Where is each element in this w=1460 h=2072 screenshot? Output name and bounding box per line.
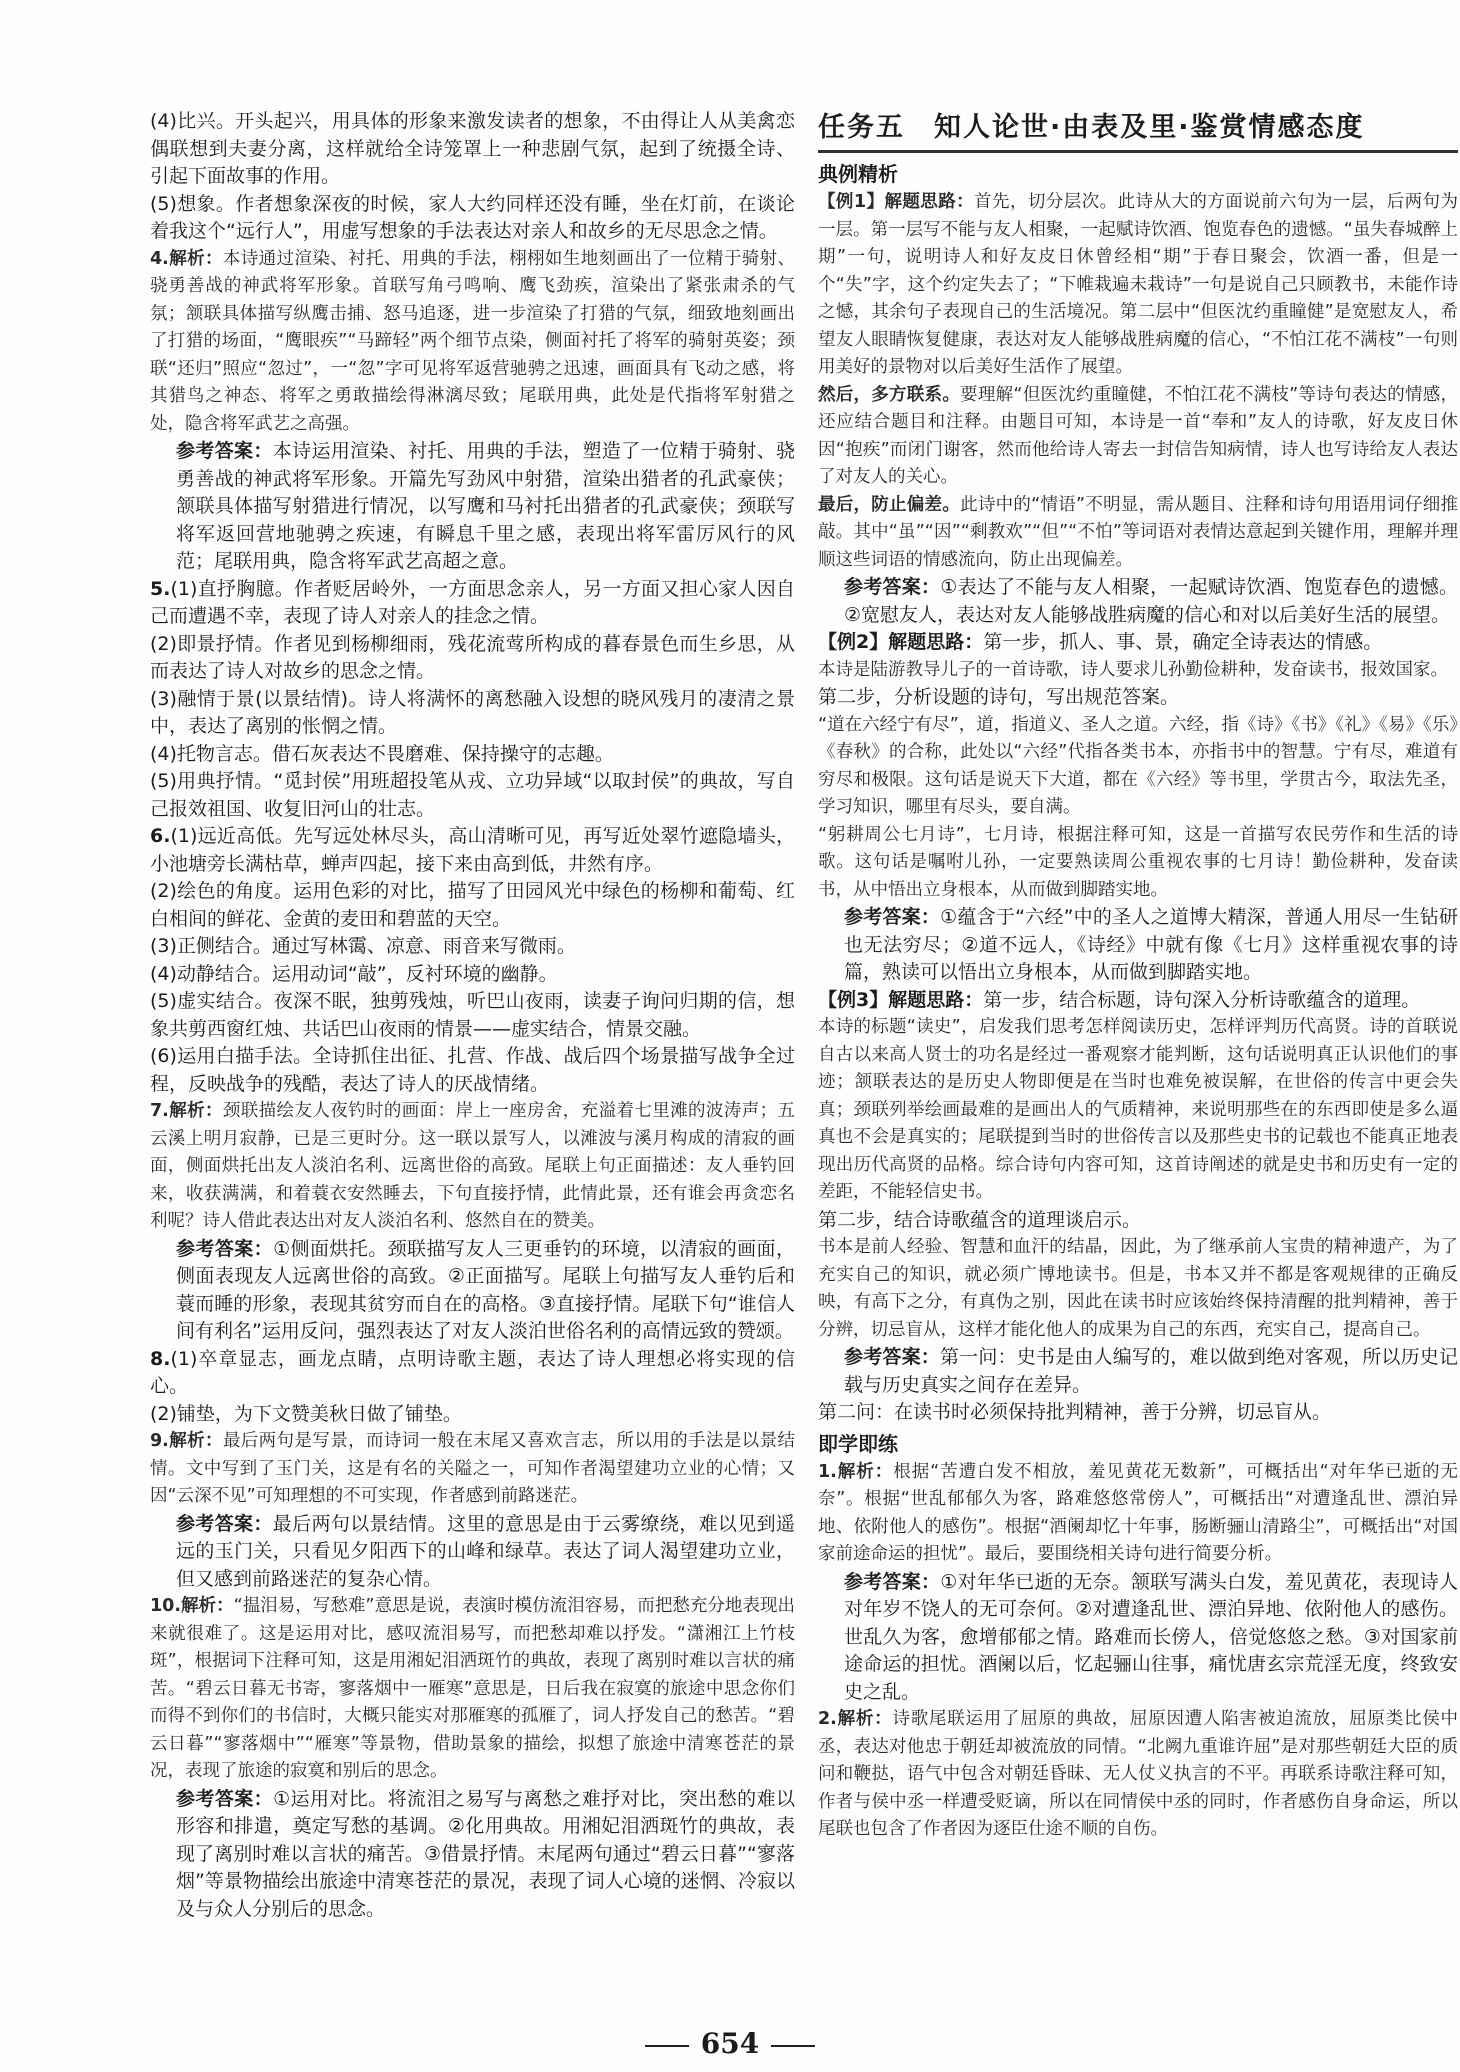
paragraph [150,576,795,631]
paragraph-text: 第一步，结合标题，诗句深入分析诗歌蕴含的道理。 [983,988,1421,1011]
paragraph-text: ①表达了不能与友人相聚，一起赋诗饮酒、饱览春色的遗憾。②宽慰友人，表达对友人能够战胜病魔的信心和对以后美好生活的展望。 [844,576,1458,626]
paragraph [818,1014,1458,1207]
paragraph [150,988,795,1043]
paragraph [150,438,795,576]
label: 参考答案： [176,1237,274,1260]
paragraph-text: (4)比兴。开头起兴，用具体的形象来激发读者的想象，不由得让人从美禽恋偶联想到夫妻分离，这样就给全诗笼罩上一种悲剧气氛，起到了统摄全诗、引起下面故事的作用。 [150,110,795,187]
section-heading-examples: 典例精析 [818,162,898,186]
footer-dash-left [645,2045,689,2047]
label: 解析： [168,248,223,269]
paragraph-text: 第二问：在读书时必须保持批判精神，善于分辨，切忌盲从。 [818,1401,1332,1423]
label: 参考答案： [844,1570,941,1593]
label: 然后，多方联系。 [818,384,961,405]
paragraph-text: 书本是前人经验、智慧和血汗的结晶，因此，为了继承前人宝贵的精神遗产，为了充实自己的知识，就必须广博地读书。但是，书本又并不都是客观规律的正确反映，有高下之分，有真伪之别，因此在读书时应该始终保持清醒的批判精神，善于分辨，切忌盲从，这样才能化他人的成果为自己的东西，充实自己，提高自己。 [818,1237,1458,1340]
paragraph-text: 本诗运用渲染、衬托、用典的手法，塑造了一位精于骑射、骁勇善战的神武将军形象。开篇先写劲风中射猎，渲染出猎者的孔武豪侠；颔联具体描写射猎进行情况，以写鹰和马衬托出猎者的孔武豪侠；颈联写将军返回营地驰骋之疾速，有瞬息千里之感，表现出将军雷厉风行的风范；尾联用典，隐含将军武艺高超之意。 [176,440,795,572]
paragraph [818,1344,1458,1399]
label: 参考答案： [844,1346,940,1368]
paragraph [818,189,1458,382]
label: 参考答案： [844,576,941,598]
paragraph [818,1234,1458,1344]
paragraph-text: (3)融情于景(以景结情)。诗人将满怀的离愁融入设想的晓风残月的凄清之景中，表达了离别的怅惘之情。 [150,687,795,737]
footer-dash-right [771,2045,815,2047]
paragraph-text: 要理解“但医沈约重瞳健，不怕江花不满枝”等诗句表达的情感，还应结合题目和注释。由题目可知，本诗是一首“奉和”友人的诗歌，好友皮日休因“抱疾”而闭门谢客，然而他给诗人寄去一封信告知病情，诗人也写诗给友人表达了对友人的关心。 [818,384,1458,487]
page-footer [0,2027,1460,2060]
example-tag: 【例1】 [818,192,885,212]
item-number: 8. [150,1347,171,1370]
paragraph-text: 根据“苦遭白发不相放，羞见黄花无数新”，可概括出“对年华已逝的无奈”。根据“世乱郁郁久为客，路难悠悠常傍人”，可概括出“对遭逢乱世、漂泊异地、依附他人的感伤”。根据“酒阑却忆十年事，肠断骊山清路尘”，可概括出“对国家前途命运的担忧”。最后，要围绕相关诗句进行简要分析。 [818,1461,1458,1564]
section-heading-practice: 即学即练 [818,1431,898,1456]
paragraph [150,1236,795,1346]
task-title: 任务五 知人论世·由表及里·鉴赏情感态度 [818,108,1458,153]
paragraph-text: 本诗是陆游教导儿子的一首诗歌，诗人要求儿孙勤俭耕种，发奋读书，报效国家。 [818,659,1448,680]
paragraph-text: (1)远近高低。先写远处林尽头，高山清晰可见，再写近处翠竹遮隐墙头，小池塘旁长满枯草，蝉声四起，接下来由高到低，井然有序。 [150,825,795,875]
label: 解题思路： [884,192,975,212]
paragraph [818,1459,1458,1569]
item-number: 7. [150,1101,169,1121]
item-number: 10. [150,1596,182,1616]
paragraph-text: ①运用对比。将流泪之易写与离愁之难抒对比，突出愁的难以形容和排遣，奠定写愁的基调。②化用典故。用湘妃泪洒斑竹的典故，表现了离别时难以言状的痛苦。③借景抒情。末尾两句通过“碧云日暮”“寥落烟”等景物描绘出旅途中清寒苍茫的景况，表现了词人心境的迷惘、冷寂以及与众人分别后的思念。 [176,1787,795,1920]
paragraph [818,382,1458,492]
paragraph [818,492,1458,575]
paragraph [150,686,795,741]
paragraph [150,768,795,823]
label: 解题思路： [888,631,984,653]
paragraph [818,904,1458,987]
paragraph-text: 第二步，分析设题的诗句，写出规范答案。 [818,686,1180,708]
paragraph-text: (5)用典抒情。“觅封侯”用班超投笔从戎、立功异域“以取封侯”的典故，写自己报效祖国、收复旧河山的壮志。 [150,770,795,820]
paragraph-text: 诗歌尾联运用了屈原的典故，屈原因遭人陷害被迫流放，屈原类比侯中丞，表达对他忠于朝廷却被流放的同情。“北阙九重谁许屈”是对那些朝廷大臣的质问和鞭挞，语气中包含对朝廷昏昧、无人仗义执言的不平。再联系诗歌注释可知，作者与侯中丞一样遭受贬谪，所以在同情侯中丞的同时，作者感伤自身命运，所以尾联也包含了作者因为逐臣仕途不顺的自伤。 [818,1709,1458,1839]
paragraph-text: (2)即景抒情。作者见到杨柳细雨，残花流莺所构成的暮春景色而生乡思，从而表达了诗人对故乡的思念之情。 [150,632,795,682]
paragraph-text: “道在六经宁有尽”，道，指道义、圣人之道。六经，指《诗》《书》《礼》《易》《乐》《春秋》的合称，此处以“六经”代指各类书本，亦指书中的智慧。宁有尽，难道有穷尽和极限。这句话是说天下大道，都在《六经》等书里，学贯古今，取法先圣，学习知识，哪里有尽头，要自满。 [818,714,1458,817]
example-tag: 【例2】 [818,631,889,653]
paragraph [818,1399,1458,1427]
paragraph [818,574,1458,629]
right-column [818,108,1458,2008]
paragraph [150,1401,795,1429]
paragraph [150,108,795,191]
paragraph [150,823,795,878]
paragraph [150,1511,795,1594]
paragraph-text: 第二步，结合诗歌蕴含的道理谈启示。 [818,1208,1142,1231]
paragraph-text: 第一步，抓人、事、景，确定全诗表达的情感。 [983,631,1383,653]
item-number: 5. [150,577,171,600]
label: 参考答案： [844,906,941,928]
paragraph-text: (1)直抒胸臆。作者贬居岭外，一方面思念亲人，另一方面又担心家人因自己而遭遇不幸，表现了诗人对亲人的挂念之情。 [150,577,795,627]
paragraph-text: (1)卒章显志，画龙点睛，点明诗歌主题，表达了诗人理想必将实现的信心。 [150,1347,795,1397]
paragraph-text: ①对年华已逝的无奈。颔联写满头白发，羞见黄花，表现诗人对年岁不饶人的无可奈何。②对遭逢乱世、漂泊异地、依附他人的感伤。世乱久为客，愈增郁郁之情。路难而长傍人，倍觉悠悠之愁。③对国家前途命运的担忧。酒阑以后，忆起骊山往事，痛忧唐玄宗荒淫无度，终致安史之乱。 [844,1570,1458,1703]
label: 最后，防止偏差。 [818,494,961,515]
paragraph-text: 颈联描绘友人夜钓时的画面：岸上一座房舍，充溢着七里滩的波涛声；五云溪上明月寂静，已是三更时分。这一联以景写人，以滩波与溪月构成的清寂的画面，侧面烘托出友人淡泊名利、远离世俗的高致。尾联上句正面描述：友人垂钓回来，收获满满，和着蓑衣安然睡去，下句直接抒情，此情此景，还有谁会再贪恋名利呢？诗人借此表达出对友人淡泊名利、悠然自在的赞美。 [150,1101,795,1231]
paragraph-text: 最后两句是写景，而诗词一般在末尾又喜欢言志，所以用的手法是以景结情。文中写到了玉门关，这是有名的关隘之一，可知作者渴望建功立业的心情；又因“云深不见”可知理想的不可实现，作者感到前路迷茫。 [150,1431,795,1506]
paragraph [150,191,795,246]
page-number: 654 [700,2027,760,2060]
label: 解析： [168,1431,223,1451]
paragraph-text: 此诗中的“情语”不明显，需从题目、注释和诗句用语用词仔细推敲。其中“虽”“因”“剩教欢”“但”“不怕”等词语对表情达意起到关键作用，理解并理顺这些词语的情感流向，防止出现偏差。 [818,494,1458,570]
paragraph [150,1043,795,1098]
paragraph [150,1786,795,1924]
paragraph [818,1569,1458,1707]
paragraph [150,741,795,769]
paragraph [818,987,1458,1015]
paragraph [818,1706,1458,1844]
paragraph [818,629,1458,657]
paragraph [150,961,795,989]
label: 解析： [168,1101,223,1121]
label: 参考答案： [176,1787,274,1810]
paragraph-text: (4)动静结合。运用动词“敲”，反衬环境的幽静。 [150,962,558,985]
paragraph-text: “躬耕周公七月诗”，七月诗，根据注释可知，这是一首描写农民劳作和生活的诗歌。这句话是嘱咐儿孙，一定要熟读周公重视农事的七月诗！勤俭耕种，发奋读书，从中悟出立身根本，从而做到脚踏实地。 [818,824,1458,900]
paragraph [818,712,1458,822]
item-number: 4. [150,248,169,269]
paragraph [150,1428,795,1511]
paragraph-text: (3)正侧结合。通过写林霭、凉意、雨音来写微雨。 [150,935,576,957]
practice-section [818,1459,1458,1844]
paragraph-text: 本诗通过渲染、衬托、用典的手法，栩栩如生地刻画出了一位精于骑射、骁勇善战的神武将军形象。首联写角弓鸣响、鹰飞劲疾，渲染出了紧张肃杀的气氛；颔联具体描写纵鹰击捕、怒马追逐，进一步渲染了打猎的气氛，细致地刻画出了打猎的场面，“鹰眼疾”“马蹄轻”两个细节点染，侧面衬托了将军的骑射英姿；颈联“还归”照应“忽过”，一“忽”字可见将军返营驰骋之迅速，画面具有飞动之感，将其猎鸟之神态、将军之勇敢描绘得淋漓尽致；尾联用典，此处是代指将军射猎之处，隐含将军武艺之高强。 [150,248,795,434]
label: 解题思路： [888,988,984,1011]
paragraph-text: ①侧面烘托。颈联描写友人三更垂钓的环境，以清寂的画面，侧面表现友人远离世俗的高致。②正面描写。尾联上句描写友人垂钓后和蓑而睡的形象，表现其贫穷而自在的高格。③直接抒情。尾联下句“谁信人间有利名”运用反问，强烈表达了对友人淡泊世俗名利的高情远致的赞颂。 [176,1237,795,1342]
paragraph-text: (6)运用白描手法。全诗抓住出征、扎营、作战、战后四个场景描写战争全过程，反映战争的残酷，表达了诗人的厌战情绪。 [150,1045,795,1095]
examples-section [818,189,1458,1427]
label: 参考答案： [176,440,273,462]
paragraph-text: ①蕴含于“六经”中的圣人之道博大精深，普通人用尽一生钻研也无法穷尽；②道不远人，《诗经》中就有像《七月》这样重视农事的诗篇，熟读可以悟出立身根本，从而做到脚踏实地。 [844,906,1458,983]
paragraph [818,822,1458,905]
item-number: 9. [150,1431,169,1451]
example-tag: 【例3】 [818,988,889,1011]
paragraph-text: 第一问：史书是由人编写的，难以做到绝对客观，所以历史记载与历史真实之间存在差异。 [844,1346,1458,1396]
paragraph-text: (2)绘色的角度。运用色彩的对比，描写了田园风光中绿色的杨柳和葡萄、红白相间的鲜花、金黄的麦田和碧蓝的天空。 [150,880,795,930]
paragraph [150,933,795,961]
item-number: 1. [818,1461,837,1482]
paragraph-text: 首先，切分层次。此诗从大的方面说前六句为一层，后两句为一层。第一层写不能与友人相聚，一起赋诗饮酒、饱览春色的遗憾。“虽失春城醉上期”一句，说明诗人和好友皮日休曾经相“期”于春日聚会，饮酒一番，但是一个“失”字，这个约定失去了；“下帷栽遍未栽诗”一句是说自己只顾教书，未能作诗之憾，其余句子表现自己的生活境况。第二层中“但医沈约重瞳健”是宽慰友人，希望友人眼睛恢复健康，表达对友人能够战胜病魔的信心，“不怕江花不满枝”一句则用美好的景物对以后美好生活作了展望。 [818,192,1458,377]
left-column [150,108,795,2008]
paragraph-text: 最后两句以景结情。这里的意思是由于云雾缭绕，难以见到遥远的玉门关，只看见夕阳西下的山峰和绿草。表达了词人渴望建功立业，但又感到前路迷茫的复杂心情。 [176,1512,795,1590]
paragraph [818,684,1458,712]
paragraph-text: “揾泪易，写愁难”意思是说，表演时模仿流泪容易，而把愁充分地表现出来就很难了。这是运用对比，感叹流泪易写，而把愁却难以抒发。“潇湘江上竹枝斑”，根据词下注释可知，这是用湘妃泪洒斑竹的典故，表现了离别时难以言状的痛苦。“碧云日暮无书寄，寥落烟中一雁寒”意思是，日后我在寂寞的旅途中思念你们而得不到你们的书信时，大概只能实对那雁寒的孤雁了，词人抒发自己的愁苦。“碧云日暮”“寥落烟中”“雁寒”等景物，借助景象的描绘，拟想了旅途中清寒苍茫的景况，表现了旅途的寂寞和别后的思念。 [150,1596,795,1781]
label: 解析： [836,1709,893,1729]
paragraph [150,1593,795,1786]
paragraph-text: (5)虚实结合。夜深不眠，独剪残烛，听巴山夜雨，读妻子询问归期的信，想象共剪西窗红烛、共话巴山夜雨的情景——虚实结合，情景交融。 [150,990,795,1040]
paragraph [150,1098,795,1236]
item-number: 2. [818,1709,837,1729]
label: 解析： [836,1461,894,1482]
paragraph [818,1207,1458,1235]
label: 解析： [181,1596,234,1616]
paragraph-text: 本诗的标题“读史”，启发我们思考怎样阅读历史，怎样评判历代高贤。诗的首联说自古以来高人贤士的功名是经过一番观察才能判断，这句话说明真正认识他们的事迹；颔联表达的是历史人物即便是在当时也难免被误解，在世俗的传言中更会失真；颈联列举绘画最难的是画出人的气质精神，来说明那些在的东西即使是多么逼真也不会是真实的；尾联提到当时的世俗传言以及那些史书的记载也不能真正地表现出历代高贤的品格。综合诗句内容可知，这首诗阐述的就是史书和历史有一定的差距，不能轻信史书。 [818,1017,1458,1202]
paragraph [150,1346,795,1401]
paragraph-text: (5)想象。作者想象深夜的时候，家人大约同样还没有睡，坐在灯前，在谈论着我这个“远行人”，用虚写想象的手法表达对亲人和故乡的无尽思念之情。 [150,192,795,242]
paragraph-text: (2)铺垫，为下文赞美秋日做了铺垫。 [150,1402,462,1425]
item-number: 6. [150,825,171,847]
paragraph [150,246,795,439]
label: 参考答案： [176,1512,273,1535]
paragraph [150,878,795,933]
paragraph [818,657,1458,685]
paragraph [150,631,795,686]
paragraph-text: (4)托物言志。借石灰表达不畏磨难、保持操守的志趣。 [150,742,614,765]
